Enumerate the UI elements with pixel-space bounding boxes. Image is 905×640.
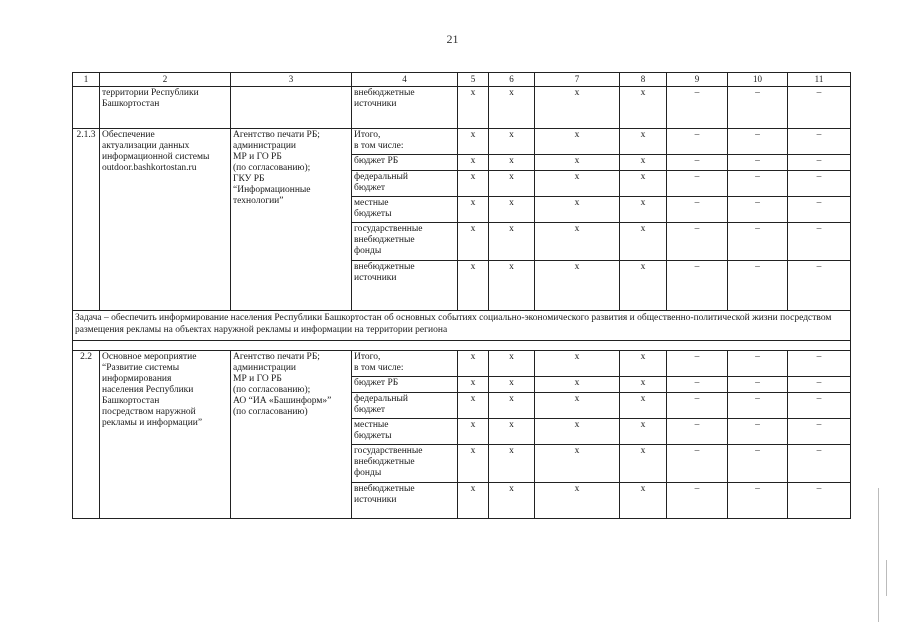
funding-source-cell: государственные внебюджетные фонды [352,445,458,483]
value-cell-x: х [535,419,620,445]
value-cell-x: х [535,197,620,223]
value-cell-dash: – [728,483,788,519]
header-cell: 2 [100,73,231,87]
value-cell-dash: – [667,351,728,377]
value-cell-x: х [489,261,535,311]
value-cell-dash: – [788,171,851,197]
value-cell-dash: – [788,223,851,261]
item-number-cell: 2.1.3 [73,129,100,311]
value-cell-dash: – [667,377,728,393]
funding-source-cell: федеральный бюджет [352,393,458,419]
value-cell-x: х [458,171,489,197]
value-cell-x: х [489,351,535,377]
value-cell-x: х [458,419,489,445]
value-cell-dash: – [667,171,728,197]
funding-source-cell: внебюджетные источники [352,483,458,519]
value-cell-dash: – [667,445,728,483]
value-cell-dash: – [788,197,851,223]
value-cell-dash: – [788,87,851,129]
value-cell-x: х [620,223,667,261]
spacer-row [73,341,851,351]
value-cell-dash: – [788,261,851,311]
value-cell-dash: – [788,155,851,171]
funding-source-cell: внебюджетные источники [352,87,458,129]
header-cell: 5 [458,73,489,87]
header-cell: 6 [489,73,535,87]
header-cell: 9 [667,73,728,87]
value-cell-x: х [489,171,535,197]
value-cell-dash: – [728,261,788,311]
value-cell-dash: – [667,393,728,419]
table-row [73,87,851,129]
funding-source-cell: бюджет РБ [352,377,458,393]
value-cell-x: х [458,261,489,311]
item-title-cell: Основное мероприятие “Развитие системы информирования населения Республики Башкортостан посредством наружной рекламы и информации” [100,351,231,519]
value-cell-dash: – [788,483,851,519]
value-cell-x: х [620,261,667,311]
executor-cell [231,87,352,129]
value-cell-dash: – [667,87,728,129]
funding-source-cell: федеральный бюджет [352,171,458,197]
value-cell-x: х [489,155,535,171]
value-cell-x: х [620,87,667,129]
value-cell-x: х [458,445,489,483]
value-cell-dash: – [728,419,788,445]
header-cell: 11 [788,73,851,87]
header-cell: 1 [73,73,100,87]
value-cell-x: х [535,261,620,311]
value-cell-x: х [458,129,489,155]
funding-source-cell: внебюджетные источники [352,261,458,311]
value-cell-dash: – [728,223,788,261]
value-cell-x: х [489,377,535,393]
header-cell: 4 [352,73,458,87]
value-cell-dash: – [667,483,728,519]
value-cell-dash: – [667,419,728,445]
value-cell-dash: – [788,445,851,483]
table-row [73,129,851,155]
item-title-cell: Обеспечение актуализации данных информационной системы outdoor.bashkortostan.ru [100,129,231,311]
header-row [73,73,851,87]
value-cell-dash: – [667,129,728,155]
value-cell-dash: – [667,197,728,223]
funding-source-cell: Итого, в том числе: [352,129,458,155]
value-cell-x: х [620,197,667,223]
value-cell-x: х [489,129,535,155]
value-cell-x: х [620,155,667,171]
value-cell-dash: – [728,197,788,223]
value-cell-x: х [620,483,667,519]
value-cell-x: х [535,155,620,171]
item-number-cell: 2.2 [73,351,100,519]
value-cell-x: х [535,87,620,129]
value-cell-dash: – [788,129,851,155]
value-cell-dash: – [728,445,788,483]
value-cell-dash: – [728,351,788,377]
value-cell-x: х [458,155,489,171]
task-row [73,311,851,341]
value-cell-x: х [620,419,667,445]
funding-source-cell: местные бюджеты [352,419,458,445]
value-cell-x: х [620,445,667,483]
value-cell-x: х [535,171,620,197]
value-cell-x: х [489,87,535,129]
value-cell-x: х [458,483,489,519]
header-cell: 8 [620,73,667,87]
value-cell-x: х [620,393,667,419]
item-title-cell: территории Республики Башкортостан [100,87,231,129]
value-cell-x: х [458,351,489,377]
value-cell-dash: – [728,171,788,197]
value-cell-dash: – [728,155,788,171]
value-cell-dash: – [788,393,851,419]
value-cell-x: х [620,351,667,377]
value-cell-x: х [535,129,620,155]
table-body [73,73,851,519]
scan-edge-line [878,488,879,622]
value-cell-dash: – [728,87,788,129]
value-cell-x: х [535,223,620,261]
value-cell-x: х [489,445,535,483]
value-cell-x: х [620,129,667,155]
scan-edge-line [886,560,887,596]
table-row [73,351,851,377]
value-cell-dash: – [788,351,851,377]
value-cell-x: х [535,483,620,519]
value-cell-x: х [489,223,535,261]
value-cell-x: х [535,393,620,419]
task-cell: Задача – обеспечить информирование населения Республики Башкортостан об основных событиях социально-экономического развития и общественно-политической жизни посредством размещения рекламы на объектах наружной рекламы и информации на территории региона [73,311,851,341]
executor-cell: Агентство печати РБ; администрации МР и ГО РБ (по согласованию); АО “ИА «Башинформ»” (по согласованию) [231,351,352,519]
value-cell-dash: – [788,419,851,445]
value-cell-x: х [535,351,620,377]
funding-source-cell: бюджет РБ [352,155,458,171]
value-cell-x: х [458,223,489,261]
value-cell-dash: – [728,393,788,419]
page-number: 21 [446,32,459,46]
value-cell-x: х [620,171,667,197]
funding-source-cell: Итого, в том числе: [352,351,458,377]
value-cell-x: х [489,419,535,445]
value-cell-x: х [458,197,489,223]
value-cell-x: х [535,445,620,483]
value-cell-x: х [458,87,489,129]
value-cell-x: х [489,483,535,519]
funding-source-cell: государственные внебюджетные фонды [352,223,458,261]
value-cell-x: х [620,377,667,393]
item-number-cell [73,87,100,129]
header-cell: 10 [728,73,788,87]
value-cell-x: х [458,393,489,419]
header-cell: 3 [231,73,352,87]
value-cell-dash: – [667,223,728,261]
value-cell-x: х [489,393,535,419]
value-cell-x: х [489,197,535,223]
value-cell-dash: – [667,261,728,311]
value-cell-dash: – [788,377,851,393]
header-cell: 7 [535,73,620,87]
spacer-cell [73,341,851,351]
value-cell-dash: – [728,129,788,155]
funding-source-cell: местные бюджеты [352,197,458,223]
value-cell-x: х [535,377,620,393]
program-table [72,72,851,519]
value-cell-dash: – [728,377,788,393]
value-cell-x: х [458,377,489,393]
value-cell-dash: – [667,155,728,171]
executor-cell: Агентство печати РБ; администрации МР и ГО РБ (по согласованию); ГКУ РБ “Информационные технологии” [231,129,352,311]
